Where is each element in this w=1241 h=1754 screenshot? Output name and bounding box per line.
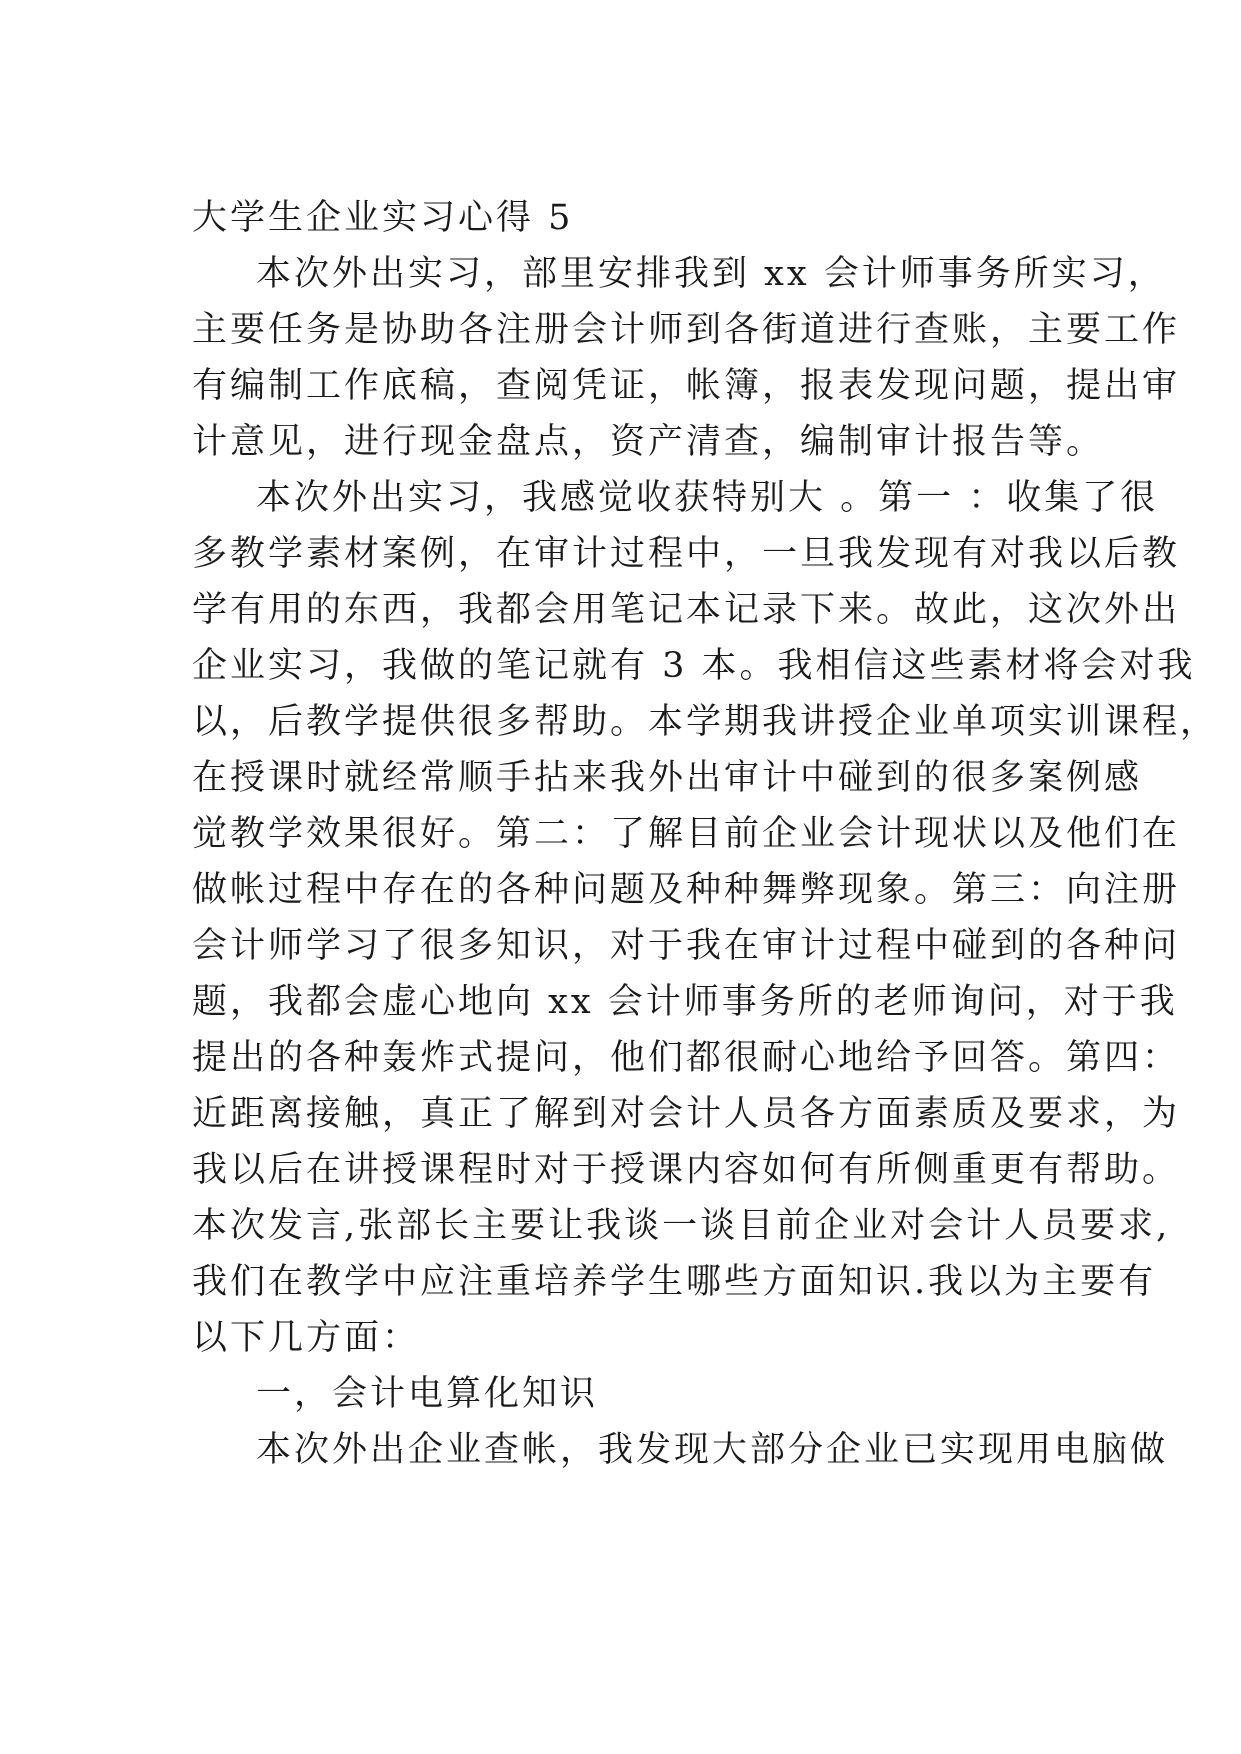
paragraph-line: 我们在教学中应注重培养学生哪些方面知识.我以为主要有 <box>192 1262 1157 1302</box>
paragraph-line: 计意见，进行现金盘点，资产清查，编制审计报告等。 <box>192 422 1105 462</box>
section-heading: 一，会计电算化知识 <box>256 1374 599 1414</box>
document-page <box>192 190 1219 1478</box>
paragraph-line: 我以后在讲授课程时对于授课内容如何有所侧重更有帮助。 <box>192 1150 1181 1190</box>
paragraph-line: 做帐过程中存在的各种问题及种种舞弊现象。第三：向注册 <box>192 870 1181 910</box>
paragraph-line: 在授课时就经常顺手拈来我外出审计中碰到的很多案例感 <box>192 758 1143 798</box>
paragraph-line: 有编制工作底稿，查阅凭证，帐簿，报表发现问题，提出审 <box>192 366 1181 406</box>
paragraph-line: 会计师学习了很多知识，对于我在审计过程中碰到的各种问 <box>192 926 1181 966</box>
paragraph-line: 本次外出实习，部里安排我到 xx 会计师事务所实习， <box>256 254 1166 294</box>
paragraph-line: 学有用的东西，我都会用笔记本记录下来。故此，这次外出 <box>192 590 1181 630</box>
paragraph-line: 本次外出企业查帐，我发现大部分企业已实现用电脑做 <box>256 1430 1169 1470</box>
paragraph-line: 企业实习，我做的笔记就有 3 本。我相信这些素材将会对我 <box>192 646 1196 686</box>
paragraph-line: 主要任务是协助各注册会计师到各街道进行查账，主要工作 <box>192 310 1181 350</box>
paragraph-line: 多教学素材案例，在审计过程中，一旦我发现有对我以后教 <box>192 534 1181 574</box>
paragraph-line: 以下几方面： <box>192 1318 421 1358</box>
paragraph-line: 近距离接触，真正了解到对会计人员各方面素质及要求，为 <box>192 1094 1181 1134</box>
paragraph-line: 题，我都会虚心地向 xx 会计师事务所的老师询问，对于我 <box>192 982 1178 1022</box>
paragraph-line: 提出的各种轰炸式提问，他们都很耐心地给予回答。第四： <box>192 1038 1181 1078</box>
paragraph-line: 以，后教学提供很多帮助。本学期我讲授企业单项实训课程， <box>192 702 1219 742</box>
paragraph-line: 本次发言,张部长主要让我谈一谈目前企业对会计人员要求, <box>192 1206 1171 1246</box>
paragraph-line: 本次外出实习，我感觉收获特别大 。第一 ：收集了很 <box>256 478 1159 518</box>
paragraph-line: 觉教学效果很好。第二：了解目前企业会计现状以及他们在 <box>192 814 1181 854</box>
document-title: 大学生企业实习心得 5 <box>192 198 574 238</box>
